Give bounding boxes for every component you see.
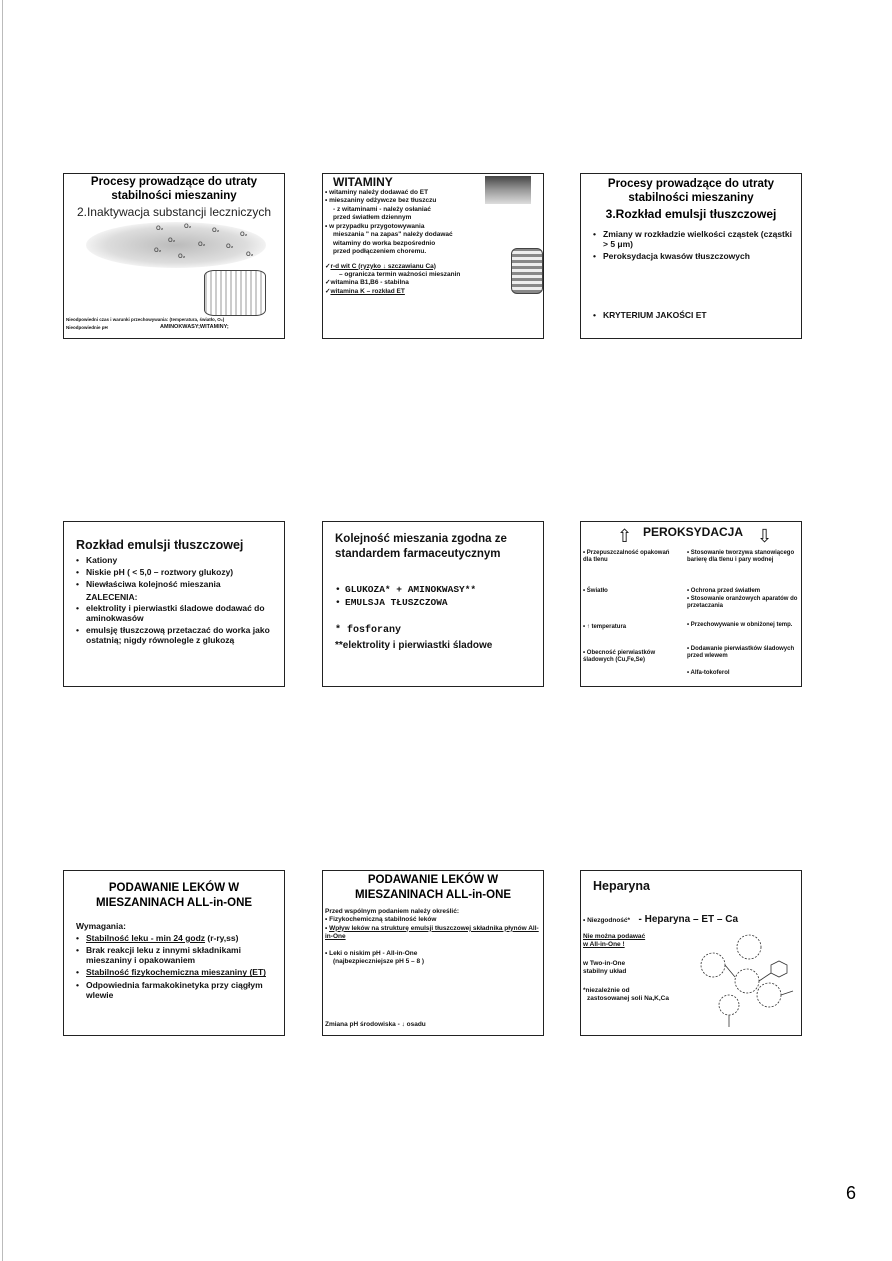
- slide-3-list: [581, 221, 801, 262]
- slide-8-footer: Zmiana pH środowiska - ↓ osadu: [325, 1021, 426, 1028]
- remedy-item: • Stosowanie tworzywa stanowiącego barierę dla tlenu i pary wodnej: [687, 550, 795, 564]
- o2-label: O₂: [212, 228, 220, 234]
- cause-item: • Światło: [583, 588, 608, 594]
- o2-label: O₂: [178, 254, 186, 260]
- ring: [757, 983, 781, 1007]
- ring: [737, 935, 761, 959]
- bullet-item: • Kationy: [76, 555, 280, 565]
- jar-illustration: [204, 270, 266, 316]
- remedy-item: • Alfa-tokoferol: [687, 670, 730, 676]
- slide-7-list: [64, 933, 284, 1000]
- remedy-item: • Stosowanie oranżowych aparatów do przetaczania: [687, 596, 798, 610]
- slide-3-criterion: [593, 310, 707, 322]
- bullet-item: • GLUKOZA* + AMINOKWASY**: [335, 584, 539, 595]
- slide-8-body: [323, 903, 543, 967]
- recommendations-label: ZALECENIA:: [86, 591, 138, 602]
- ring: [735, 969, 759, 993]
- slide-1: [63, 173, 285, 339]
- slide-6: [580, 521, 802, 687]
- note-line: Nie można podawać: [583, 933, 646, 940]
- bullet-item: • Wpływ leków na strukturę emulsji tłuszczowej składnika płynów All-in-One: [325, 924, 539, 941]
- check-item: ✓witamina B1,B6 - stabilna: [325, 279, 409, 287]
- slide-9: [580, 870, 802, 1036]
- footnote-phosphates: * fosforany: [335, 624, 402, 636]
- o2-label: O₂: [226, 244, 234, 250]
- bullet-item: • Leki o niskim pH - All-in-One: [325, 949, 418, 957]
- slide-3: [580, 173, 802, 339]
- remedy-item: • Dodawanie pierwiastków śladowych przed wlewem: [687, 646, 795, 660]
- slide-4: [63, 521, 285, 687]
- slide-4-title: Rozkład emulsji tłuszczowej: [76, 538, 244, 552]
- bullet-item: • Niewłaściwa kolejność mieszania: [76, 579, 280, 589]
- note-line: stabilny układ: [583, 968, 627, 976]
- bullet-sub: mieszania " na zapas" należy dodawać: [333, 231, 453, 239]
- o2-label: O₂: [156, 226, 164, 232]
- bullet-item: • Zmiany w rozkładzie wielkości cząstek (cząstki > 5 μm): [593, 229, 793, 249]
- footnote-electrolytes: **elektrolity i pierwiastki śladowe: [335, 639, 493, 651]
- slide-3-title: Procesy prowadzące do utraty stabilności mieszaniny: [607, 178, 775, 205]
- bullet-item: • Peroksydacja kwasów tłuszczowych: [593, 251, 793, 261]
- slide-7: [63, 870, 285, 1036]
- slide-1-footer-groups: AMINOKWASY;WITAMINY;: [160, 324, 229, 330]
- bullet-item: • Fizykochemiczną stabilność leków: [325, 916, 437, 924]
- bullet-sub: witaminy do worka bezpośrednio: [333, 239, 436, 247]
- bullet-item: • Niskie pH ( < 5,0 – roztwory glukozy): [76, 567, 280, 577]
- slide-1-subtitle: 2.Inaktywacja substancji leczniczych: [76, 204, 272, 219]
- hexagon: [771, 961, 787, 977]
- slide-6-title: PEROKSYDACJA: [643, 525, 744, 539]
- slide-1-title: Procesy prowadzące do utraty stabilności mieszaniny: [90, 176, 258, 203]
- bullet-sub: przed światłem dziennym: [333, 214, 412, 222]
- slide-2-title: WITAMINY: [333, 175, 393, 189]
- remedy-item: • Przechowywanie w obniżonej temp.: [687, 622, 793, 628]
- requirements-label: Wymagania:: [76, 920, 126, 931]
- bullet-item: • w przypadku przygotowywania: [325, 222, 425, 230]
- incompatibility-line: • Niezgodność* - Heparyna – ET – Ca: [583, 914, 739, 925]
- bullet-sub: przed podłączeniem choremu.: [333, 248, 427, 256]
- slide-4-body: [64, 552, 284, 645]
- bullet-item: • Stabilność leku - min 24 godz (r-ry,ss): [76, 933, 278, 943]
- bullet-sub: (najbezpieczniejsze pH 5 – 8 ): [333, 958, 425, 966]
- heparin-structure-diagram: [689, 931, 799, 1031]
- scan-edge-line: [2, 0, 3, 1261]
- slide-5-list: [323, 562, 543, 609]
- note-line: w All-in-One !: [583, 941, 625, 949]
- slide-8-title: PODAWANIE LEKÓW W MIESZANINACH ALL-in-ONE: [354, 874, 512, 901]
- slide-5: [322, 521, 544, 687]
- cause-item: • ↑ temperatura: [583, 624, 627, 630]
- ring: [719, 995, 739, 1015]
- bullet-sub: - z witaminami - należy osłaniać: [333, 205, 431, 213]
- vitamin-bottle-photo: [485, 176, 531, 204]
- page-number: 6: [845, 1183, 856, 1203]
- bullet-item: • witaminy należy dodawać do ET: [325, 189, 429, 196]
- arrow-up-icon: ⇧: [617, 526, 633, 546]
- cause-item: • Przepuszczalność opakowań dla tlenu: [583, 550, 670, 564]
- slide-2-body: [323, 189, 543, 296]
- check-sub: – ogranicza termin ważności mieszanin: [339, 270, 461, 278]
- slide-3-subtitle: 3.Rozkład emulsji tłuszczowej: [605, 206, 777, 221]
- o2-label: O₂: [246, 252, 254, 258]
- note-line: zastosowanej soli Na,K,Ca: [587, 995, 669, 1003]
- bullet-item: • Odpowiednia farmakokinetyka przy ciągłym wlewie: [76, 980, 278, 1000]
- note-line: *niezależnie od: [583, 986, 630, 994]
- slide-1-footer-conditions: Nieodpowiedni czas i warunki przechowywania: (temperatura, światło, O₂): [66, 317, 225, 322]
- bullet-item: • Brak reakcji leku z innymi składnikami mieszaniny i opakowaniem: [76, 945, 278, 965]
- o2-label: O₂: [184, 224, 192, 230]
- o2-label: O₂: [168, 238, 176, 244]
- oxygen-cloud: [86, 222, 266, 268]
- cause-item: • Obecność pierwiastków śladowych (Cu,Fe,Se): [583, 650, 656, 664]
- slide-9-title: Heparyna: [593, 879, 650, 893]
- slide-1-footer-ph: Nieodpowiednie pH: [66, 325, 108, 330]
- slide-9-body: [583, 933, 669, 1004]
- slide-2: [322, 173, 544, 339]
- vitamin-vial-photo: [511, 248, 543, 294]
- bullet-item: • mieszaniny odżywcze bez tłuszczu: [325, 197, 437, 205]
- slide-5-title: Kolejność mieszania zgodna ze standardem farmaceutycznym: [335, 533, 507, 560]
- o2-label: O₂: [198, 242, 206, 248]
- ring: [701, 953, 725, 977]
- arrow-down-icon: ⇩: [757, 526, 773, 546]
- slide-8: [322, 870, 544, 1036]
- o2-label: O₂: [240, 232, 248, 238]
- o2-label: O₂: [154, 248, 162, 254]
- bullet-item: • elektrolity i pierwiastki śladowe dodawać do aminokwasów: [76, 603, 280, 623]
- note-line: w Two-in-One: [583, 959, 626, 967]
- bullet-item: • EMULSJA TŁUSZCZOWA: [335, 597, 539, 608]
- check-item: ✓r-d wit C (ryzyko ↓ szczawianu Ca): [325, 262, 436, 270]
- slide-7-title: PODAWANIE LEKÓW W MIESZANINACH ALL-in-ONE: [95, 882, 253, 909]
- bullet-item: • KRYTERIUM JAKOŚCI ET: [593, 310, 707, 320]
- bullet-item: • Stabilność fizykochemiczna mieszaniny (ET): [76, 967, 278, 977]
- bullet-item: • emulsję tłuszczową przetaczać do worka jako ostatnią; nigdy równolegle z glukozą: [76, 625, 280, 645]
- remedy-item: • Ochrona przed światłem: [687, 588, 761, 594]
- check-item: ✓witamina K – rozkład ET: [325, 287, 405, 295]
- intro-text: Przed wspólnym podaniem należy określić:: [325, 907, 460, 915]
